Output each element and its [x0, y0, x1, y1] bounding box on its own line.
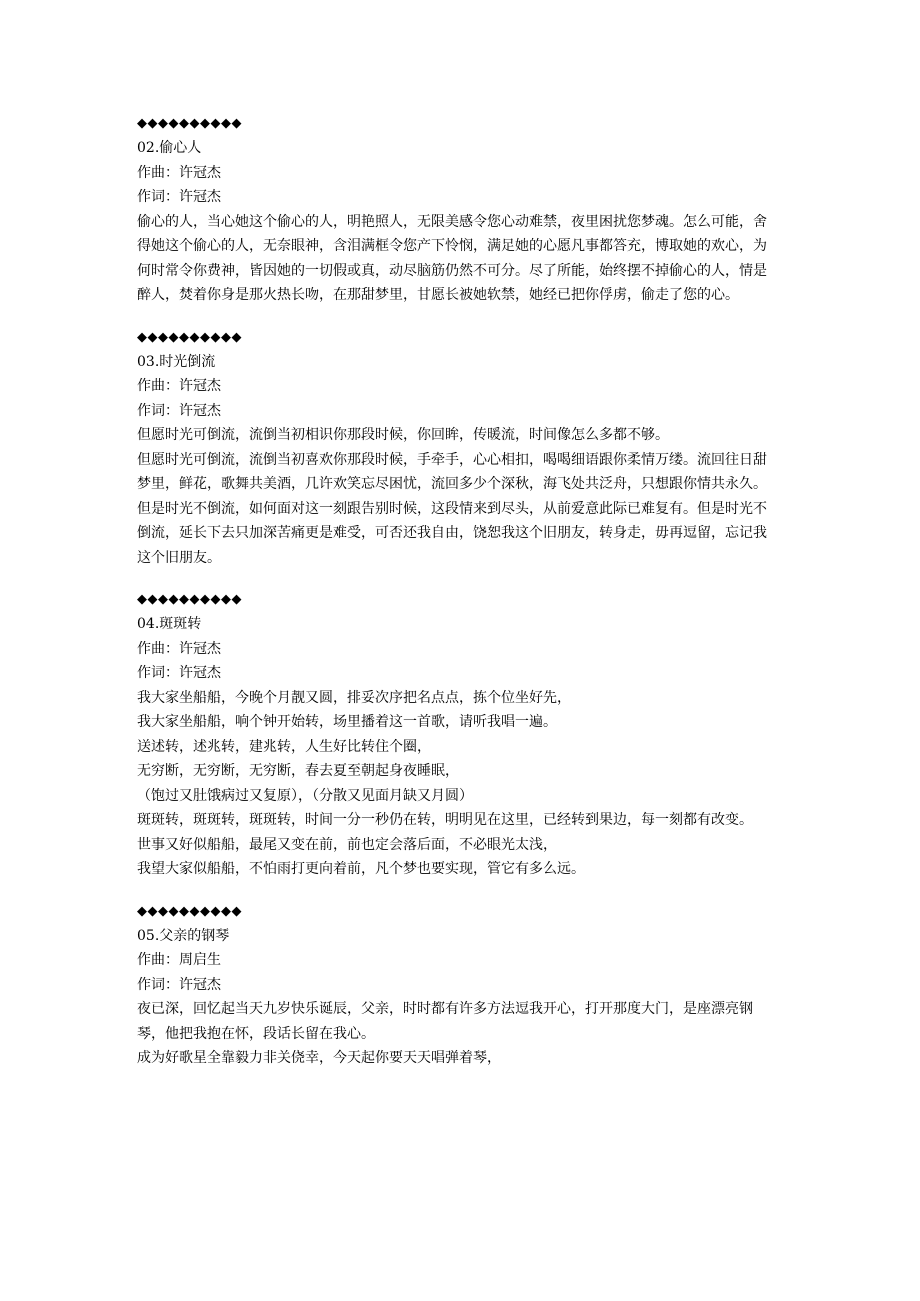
song-title: 05.父亲的钢琴 [137, 927, 230, 944]
lyrics-paragraph: 世事又好似船船，最尾又变在前，前也定会落后面，不必眼光太浅， [137, 836, 557, 853]
diamond-divider: ◆◆◆◆◆◆◆◆◆◆ [137, 592, 242, 607]
diamond-divider: ◆◆◆◆◆◆◆◆◆◆ [137, 116, 242, 131]
lyrics-paragraph: 成为好歌星全靠毅力非关侥幸，今天起你要天天唱弹着琴， [137, 1050, 501, 1066]
lyrics-paragraph: 送述转，述兆转，建兆转，人生好比转住个圈， [137, 738, 431, 755]
song-title: 02.偷心人 [137, 140, 202, 156]
lyrics-paragraph: 斑斑转，斑斑转，斑斑转，时间一分一秒仍在转，明明见在这里，已经转到果边，每一刻都有改变。 [137, 812, 753, 828]
document-page [137, 112, 773, 1089]
song-lyricist: 作词：许冠杰 [137, 402, 221, 419]
lyrics-paragraph: 我望大家似船船，不怕雨打更向着前，凡个梦也要实现，管它有多么远。 [137, 861, 585, 877]
lyrics-paragraph: 但愿时光可倒流，流倒当初喜欢你那段时候，手牵手，心心相扣，喝喝细语跟你柔情万缕。流回往日甜梦里，鲜花，歌舞共美酒，几许欢笑忘尽困忧，流回多少个深秋，海飞处共泛舟，只想跟你情共永久。 [137, 451, 767, 492]
lyrics-paragraph: 偷心的人，当心她这个偷心的人，明艳照人，无限美感令您心动难禁，夜里困扰您梦魂。怎么可能，舍得她这个偷心的人，无奈眼神，含泪满框令您产下怜悯，满足她的心愿凡事都答充，博取她的欢心，为何时常令你费神，皆因她的一切假或真，动尽脑筋仍然不可分。尽了所能，始终摆不掉偷心的人，情是醉人，焚着你身是那火热长吻，在那甜梦里，甘愿长被她软禁，她经已把你俘虏，偷走了您的心。 [137, 213, 767, 303]
song-lyricist: 作词：许冠杰 [137, 189, 221, 205]
song-composer: 作曲：周启生 [137, 952, 221, 968]
song-title: 03.时光倒流 [137, 353, 216, 370]
song-lyricist: 作词：许冠杰 [137, 976, 221, 993]
song-section-05 [137, 900, 773, 1071]
song-section-04 [137, 588, 773, 882]
diamond-divider: ◆◆◆◆◆◆◆◆◆◆ [137, 903, 242, 919]
song-section-03 [137, 326, 773, 571]
lyrics-paragraph: （饱过又肚饿病过又复原），（分散又见面月缺又月圆） [137, 787, 473, 804]
song-composer: 作曲：许冠杰 [137, 378, 221, 394]
lyrics-paragraph: 我大家坐船船，今晚个月靓又圆，排妥次序把名点点，拣个位坐好先， [137, 689, 571, 706]
diamond-divider: ◆◆◆◆◆◆◆◆◆◆ [137, 329, 242, 345]
song-title: 04.斑斑转 [137, 616, 202, 632]
song-lyricist: 作词：许冠杰 [137, 665, 221, 681]
lyrics-paragraph: 但是时光不倒流，如何面对这一刻跟告别时候，这段情来到尽头，从前爱意此际已难复有。但是时光不倒流，延长下去只加深苦痛更是难受，可否还我自由，饶恕我这个旧朋友，转身走，毋再逗留，忘记我这个旧朋友。 [137, 500, 767, 566]
lyrics-paragraph: 无穷断，无穷断，无穷断，春去夏至朝起身夜睡眠， [137, 763, 459, 779]
lyrics-paragraph: 但愿时光可倒流，流倒当初相识你那段时候，你回眸，传暖流，时间像怎么多都不够。 [137, 427, 669, 443]
lyrics-paragraph: 我大家坐船船，响个钟开始转，场里播着这一首歌，请听我唱一遍。 [137, 714, 557, 730]
song-section-02 [137, 112, 773, 308]
lyrics-paragraph: 夜已深，回忆起当天九岁快乐诞辰，父亲，时时都有许多方法逗我开心，打开那度大门，是座漂亮钢琴，他把我抱在怀，段话长留在我心。 [137, 1001, 753, 1042]
song-composer: 作曲：许冠杰 [137, 640, 221, 657]
song-composer: 作曲：许冠杰 [137, 164, 221, 181]
